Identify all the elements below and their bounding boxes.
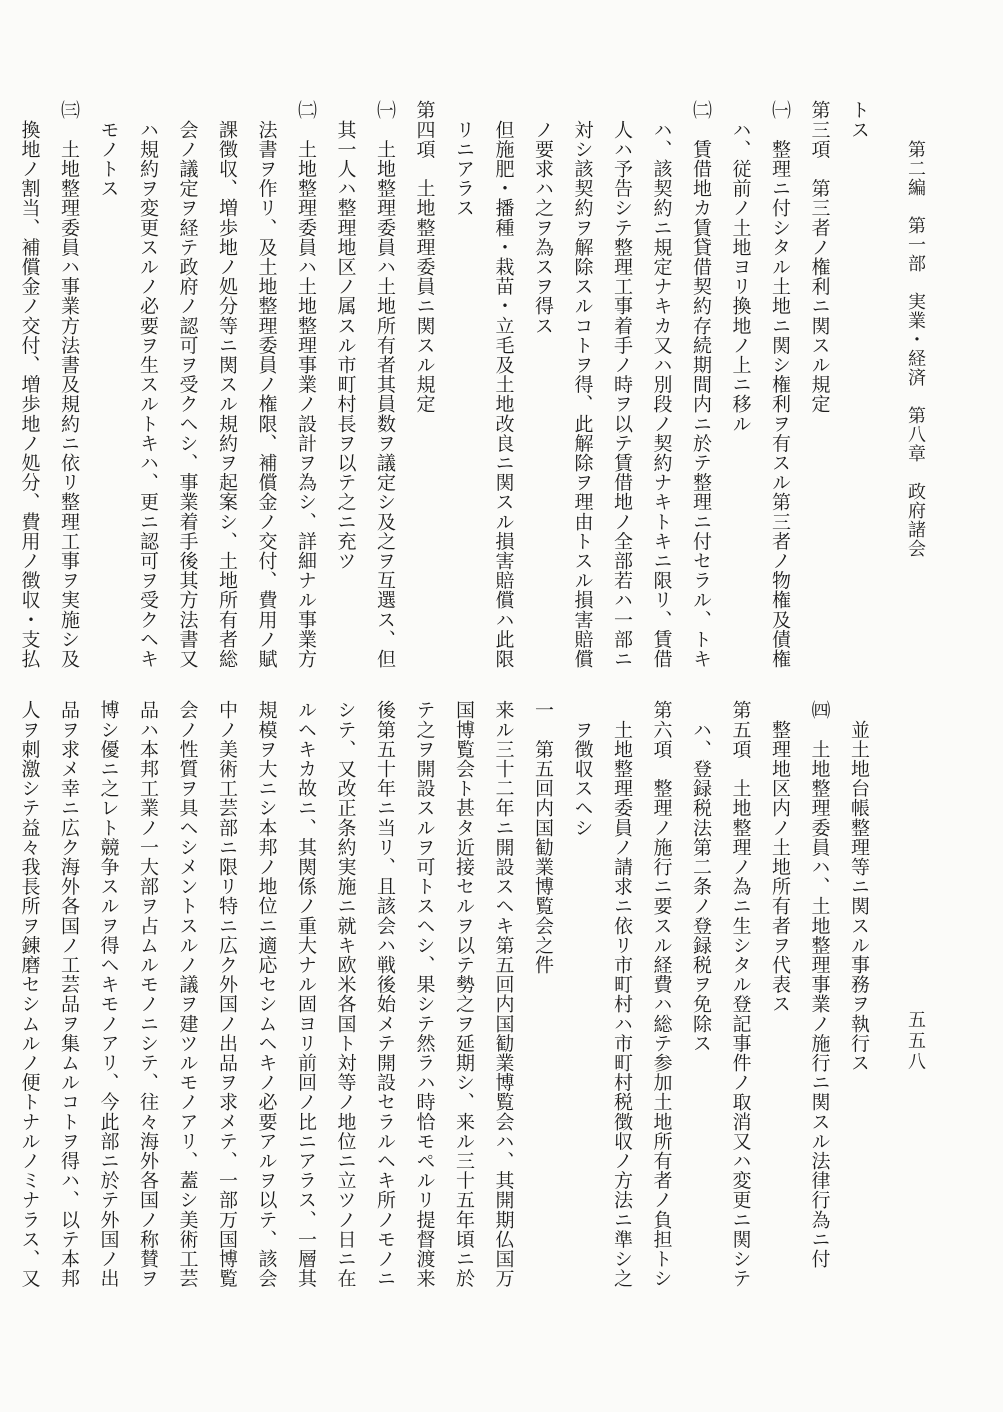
text-line: 品ヲ求メ幸ニ広ク海外各国ノ工芸品ヲ集ムルコトヲ得ハ、以テ本邦 [58, 700, 80, 1288]
text-line: 会ノ議定ヲ経テ政府ノ認可ヲ受クヘシ、事業着手後其方法書又 [176, 100, 199, 669]
text-line: ノ要求ハ之ヲ為スヲ得ス [532, 100, 554, 336]
text-line: 人ヲ刺激シテ益々我長所ヲ錬磨セシムルノ便トナルノミナラス、又 [18, 700, 41, 1288]
text-line: ㈣ 土地整理委員ハ、土地整理事業ノ施行ニ関スル法律行為ニ付 [808, 700, 831, 1269]
text-line: 品ハ本邦工業ノ一大部ヲ占ムルモノニシテ、往々海外各国ノ称賛ヲ [137, 700, 159, 1288]
text-line: 第三項 第三者ノ権利ニ関スル規定 [808, 100, 831, 414]
text-line: 其一人ハ整理地区ノ属スル市町村長ヲ以テ之ニ充ツ [334, 100, 357, 571]
text-line: 来ル三十二年ニ開設スヘキ第五回内国勧業博覧会ハ、其開期仏国万 [492, 700, 515, 1288]
text-line: 対シ該契約ヲ解除スルコトヲ得、此解除ヲ理由トスル損害賠償 [571, 100, 594, 669]
text-line: 会ノ性質ヲ具ヘシメントスルノ議ヲ建ツルモノアリ、蓋シ美術工芸 [176, 700, 199, 1288]
text-line: 第五項 土地整理ノ為ニ生シタル登記事件ノ取消又ハ変更ニ関シテ [729, 700, 752, 1288]
text-line: 法書ヲ作リ、及土地整理委員ノ権限、補償金ノ交付、費用ノ賦 [255, 100, 278, 669]
text-line: ㈠ 土地整理委員ハ土地所有者其員数ヲ議定シ及之ヲ互選ス、但 [374, 100, 396, 669]
text-line: ヲ徴収スヘシ [571, 700, 594, 838]
text-line: 並土地台帳整理等ニ関スル事務ヲ執行ス [848, 700, 870, 1073]
text-line: 課徴収、増歩地ノ処分等ニ関スル規約ヲ起案シ、土地所有者総 [216, 100, 238, 669]
text-line: 一 第五回内国勧業博覧会之件 [532, 700, 554, 975]
text-line: 博シ優ニ之レト競争スルヲ得ヘキモノアリ、今此部ニ於テ外国ノ出 [97, 700, 120, 1288]
text-line: ハ、従前ノ土地ヨリ換地ノ上ニ移ル [729, 100, 752, 434]
text-line: ㈡ 賃借地カ賃貸借契約存続期間内ニ於テ整理ニ付セラル、トキ [690, 100, 712, 669]
text-line: 第四項 土地整理委員ニ関スル規定 [413, 100, 436, 414]
text-line: 換地ノ割当、補償金ノ交付、増歩地ノ処分、費用ノ徴収・支払 [18, 100, 41, 669]
text-line: 人ハ予告シテ整理工事着手ノ時ヲ以テ賃借地ノ全部若ハ一部ニ [611, 100, 633, 669]
upper-text-block [18, 100, 878, 669]
page-number: 五五八 [905, 1010, 926, 1073]
text-line: テ之ヲ開設スルヲ可トスヘシ、果シテ然ラハ時恰モペルリ提督渡来 [413, 700, 436, 1288]
text-line: ㈠ 整理ニ付シタル土地ニ関シ権利ヲ有スル第三者ノ物権及債権 [769, 100, 791, 669]
text-line: リニアラス [453, 100, 475, 218]
running-header: 第二編 第一部 実業・経済 第八章 政府諸会 [905, 140, 926, 558]
text-line: ルヘキカ故ニ、其関係ノ重大ナル固ヨリ前回ノ比ニアラス、一層其 [295, 700, 317, 1288]
text-line: 規模ヲ大ニシ本邦ノ地位ニ適応セシムヘキノ必要アルヲ以テ、該会 [255, 700, 278, 1288]
text-line: トス [848, 100, 870, 140]
text-line: 整理地区内ノ土地所有者ヲ代表ス [769, 700, 791, 1014]
text-line: 第六項 整理ノ施行ニ要スル経費ハ総テ参加土地所有者ノ負担トシ [650, 700, 673, 1288]
text-line: 但施肥・播種・栽苗・立毛及土地改良ニ関スル損害賠償ハ此限 [492, 100, 515, 669]
lower-text-block [18, 700, 878, 1300]
text-line: モノトス [97, 100, 120, 198]
text-line: 中ノ美術工芸部ニ限リ特ニ広ク外国ノ出品ヲ求メテ、一部万国博覧 [216, 700, 238, 1288]
text-line: 後第五十年ニ当リ、且該会ハ戦後始メテ開設セラルヘキ所ノモノニ [374, 700, 396, 1288]
text-line: ハ、登録税法第二条ノ登録税ヲ免除ス [690, 700, 712, 1053]
text-line: シテ、又改正条約実施ニ就キ欧米各国ト対等ノ地位ニ立ツノ日ニ在 [334, 700, 357, 1288]
text-line: ㈢ 土地整理委員ハ事業方法書及規約ニ依リ整理工事ヲ実施シ及 [58, 100, 80, 669]
text-line: 国博覧会ト甚タ近接セルヲ以テ勢之ヲ延期シ、来ル三十五年頃ニ於 [453, 700, 475, 1288]
text-line: ハ、該契約ニ規定ナキカ又ハ別段ノ契約ナキトキニ限リ、賃借 [650, 100, 673, 669]
text-line: ハ規約ヲ変更スルノ必要ヲ生スルトキハ、更ニ認可ヲ受クヘキ [137, 100, 159, 669]
text-line: 土地整理委員ノ請求ニ依リ市町村ハ市町村税徴収ノ方法ニ準シ之 [611, 700, 633, 1288]
text-line: ㈡ 土地整理委員ハ土地整理事業ノ設計ヲ為シ、詳細ナル事業方 [295, 100, 317, 669]
